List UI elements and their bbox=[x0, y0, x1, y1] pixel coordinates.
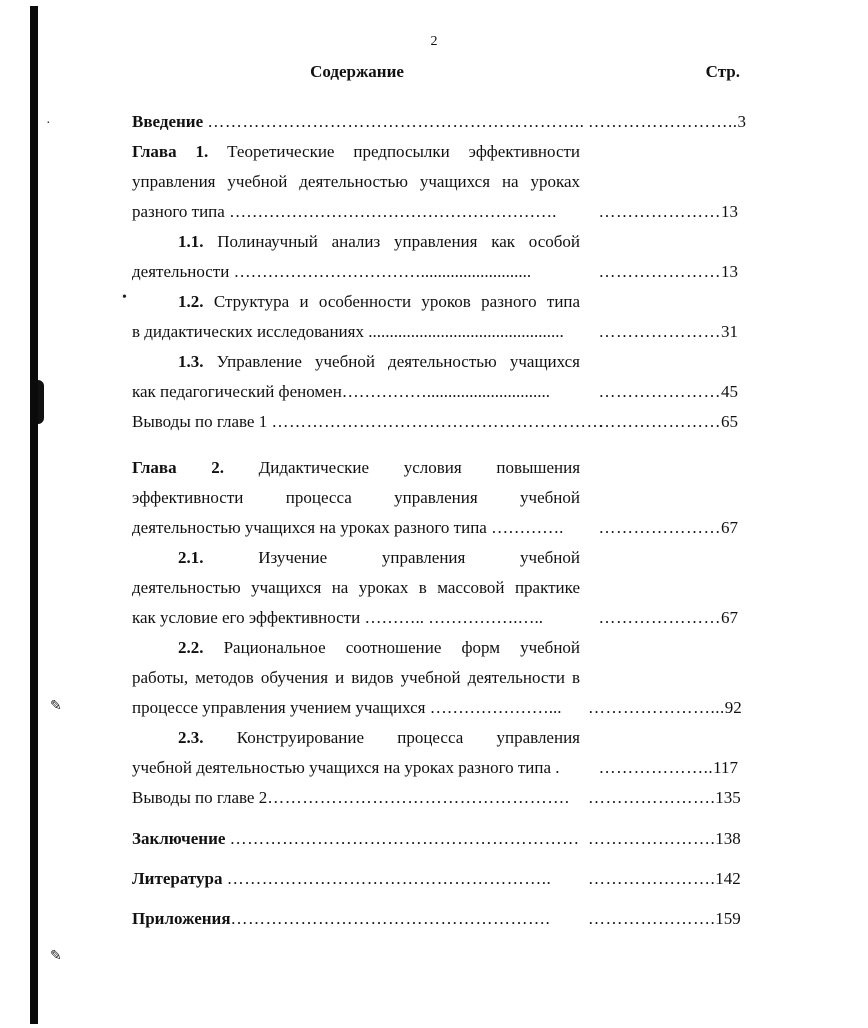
toc-chapter-2-line-2: эффективности процесса управления учебной bbox=[132, 488, 580, 507]
page-ref-section-1-3: …………………45 bbox=[598, 382, 738, 401]
entry-dots: ……………………………………………………….. bbox=[207, 112, 585, 131]
toc-section-1-3-line-2: как педагогический феномен……………............................. bbox=[132, 382, 551, 401]
page-ref-literature: ………………….142 bbox=[588, 869, 741, 888]
page-ref-chapter-2: …………………67 bbox=[598, 518, 738, 537]
toc-section-2-1-line-1: 2.1. Изучение управления учебной bbox=[178, 548, 580, 567]
page-ref-conclusions-1: …………………65 bbox=[598, 412, 738, 431]
toc-section-1-1-line-2: деятельности …………………………….......................... bbox=[132, 262, 532, 281]
page-ref-conclusions-2: ………………….135 bbox=[588, 788, 741, 807]
toc-section-2-2-line-3: процессе управления учением учащихся …………………... bbox=[132, 698, 562, 717]
toc-chapter-1-line-1: Глава 1. Теоретические предпосылки эффективности bbox=[132, 142, 581, 161]
toc-section-1-3-line-1: 1.3. Управление учебной деятельностью учащихся bbox=[178, 352, 581, 371]
scan-speck: • bbox=[122, 290, 127, 305]
page-ref-intro: ……………………..3 bbox=[588, 112, 746, 131]
toc-section-2-2-line-1: 2.2. Рациональное соотношение форм учебной bbox=[178, 638, 581, 657]
toc-section-2-1-line-2: деятельностью учащихся на уроках в массовой практике bbox=[132, 578, 581, 597]
toc-entry-literature: Литература ……………………………………………….. bbox=[132, 869, 552, 888]
page-ref-chapter-1: …………………13 bbox=[598, 202, 738, 221]
toc-entry-conclusions-1: Выводы по главе 1 ………………………………………………… bbox=[132, 412, 604, 431]
toc-section-1-1-line-1: 1.1. Полинаучный анализ управления как особой bbox=[178, 232, 581, 251]
toc-chapter-2-line-3: деятельностью учащихся на уроках разного типа …………. bbox=[132, 518, 564, 537]
scan-border bbox=[30, 6, 38, 1024]
toc-chapter-1-line-2: управления учебной деятельностью учащихся на уроках bbox=[132, 172, 581, 191]
page-column-header: Стр. bbox=[705, 62, 740, 81]
toc-section-1-2-line-1: 1.2. Структура и особенности уроков разного типа bbox=[178, 292, 581, 311]
scan-mark: ✎ bbox=[50, 699, 62, 714]
page-ref-appendix: ………………….159 bbox=[588, 909, 741, 928]
page-number: 2 bbox=[430, 34, 438, 49]
page-ref-section-1-1: …………………13 bbox=[598, 262, 738, 281]
toc-entry-appendix: Приложения………………………………………………. bbox=[132, 909, 551, 928]
page-ref-section-2-1: …………………67 bbox=[598, 608, 738, 627]
page-ref-section-2-2: …………………...92 bbox=[588, 698, 742, 717]
toc-title: Содержание bbox=[310, 62, 404, 81]
scan-border-notch bbox=[38, 380, 44, 424]
scan-speck: · bbox=[46, 116, 51, 131]
page-ref-section-2-3: ………………..117 bbox=[598, 758, 738, 777]
toc-section-2-3-line-2: учебной деятельностью учащихся на уроках разного типа . bbox=[132, 758, 560, 777]
toc-section-1-2-line-2: в дидактических исследованиях .............................................. bbox=[132, 322, 564, 341]
toc-entry-intro bbox=[132, 112, 584, 132]
page-ref-conclusion: ………………….138 bbox=[588, 829, 741, 848]
page-ref-section-1-2: …………………31 bbox=[598, 322, 738, 341]
scan-mark: ✎ bbox=[50, 949, 62, 964]
toc-chapter-1-line-3: разного типа …………………………………………………. bbox=[132, 202, 557, 221]
toc-entry-conclusions-2: Выводы по главе 2……………………………………………. bbox=[132, 788, 570, 807]
toc-entry-conclusion: Заключение …………………………………………………… bbox=[132, 829, 580, 848]
entry-label: Введение bbox=[132, 112, 204, 131]
toc-section-2-3-line-1: 2.3. Конструирование процесса управления bbox=[178, 728, 580, 747]
toc-section-2-1-line-3: как условие его эффективности ……….. …………….….. bbox=[132, 608, 543, 627]
toc-chapter-2-line-1: Глава 2. Дидактические условия повышения bbox=[132, 458, 581, 477]
toc-section-2-2-line-2: работы, методов обучения и видов учебной деятельности в bbox=[132, 668, 581, 687]
